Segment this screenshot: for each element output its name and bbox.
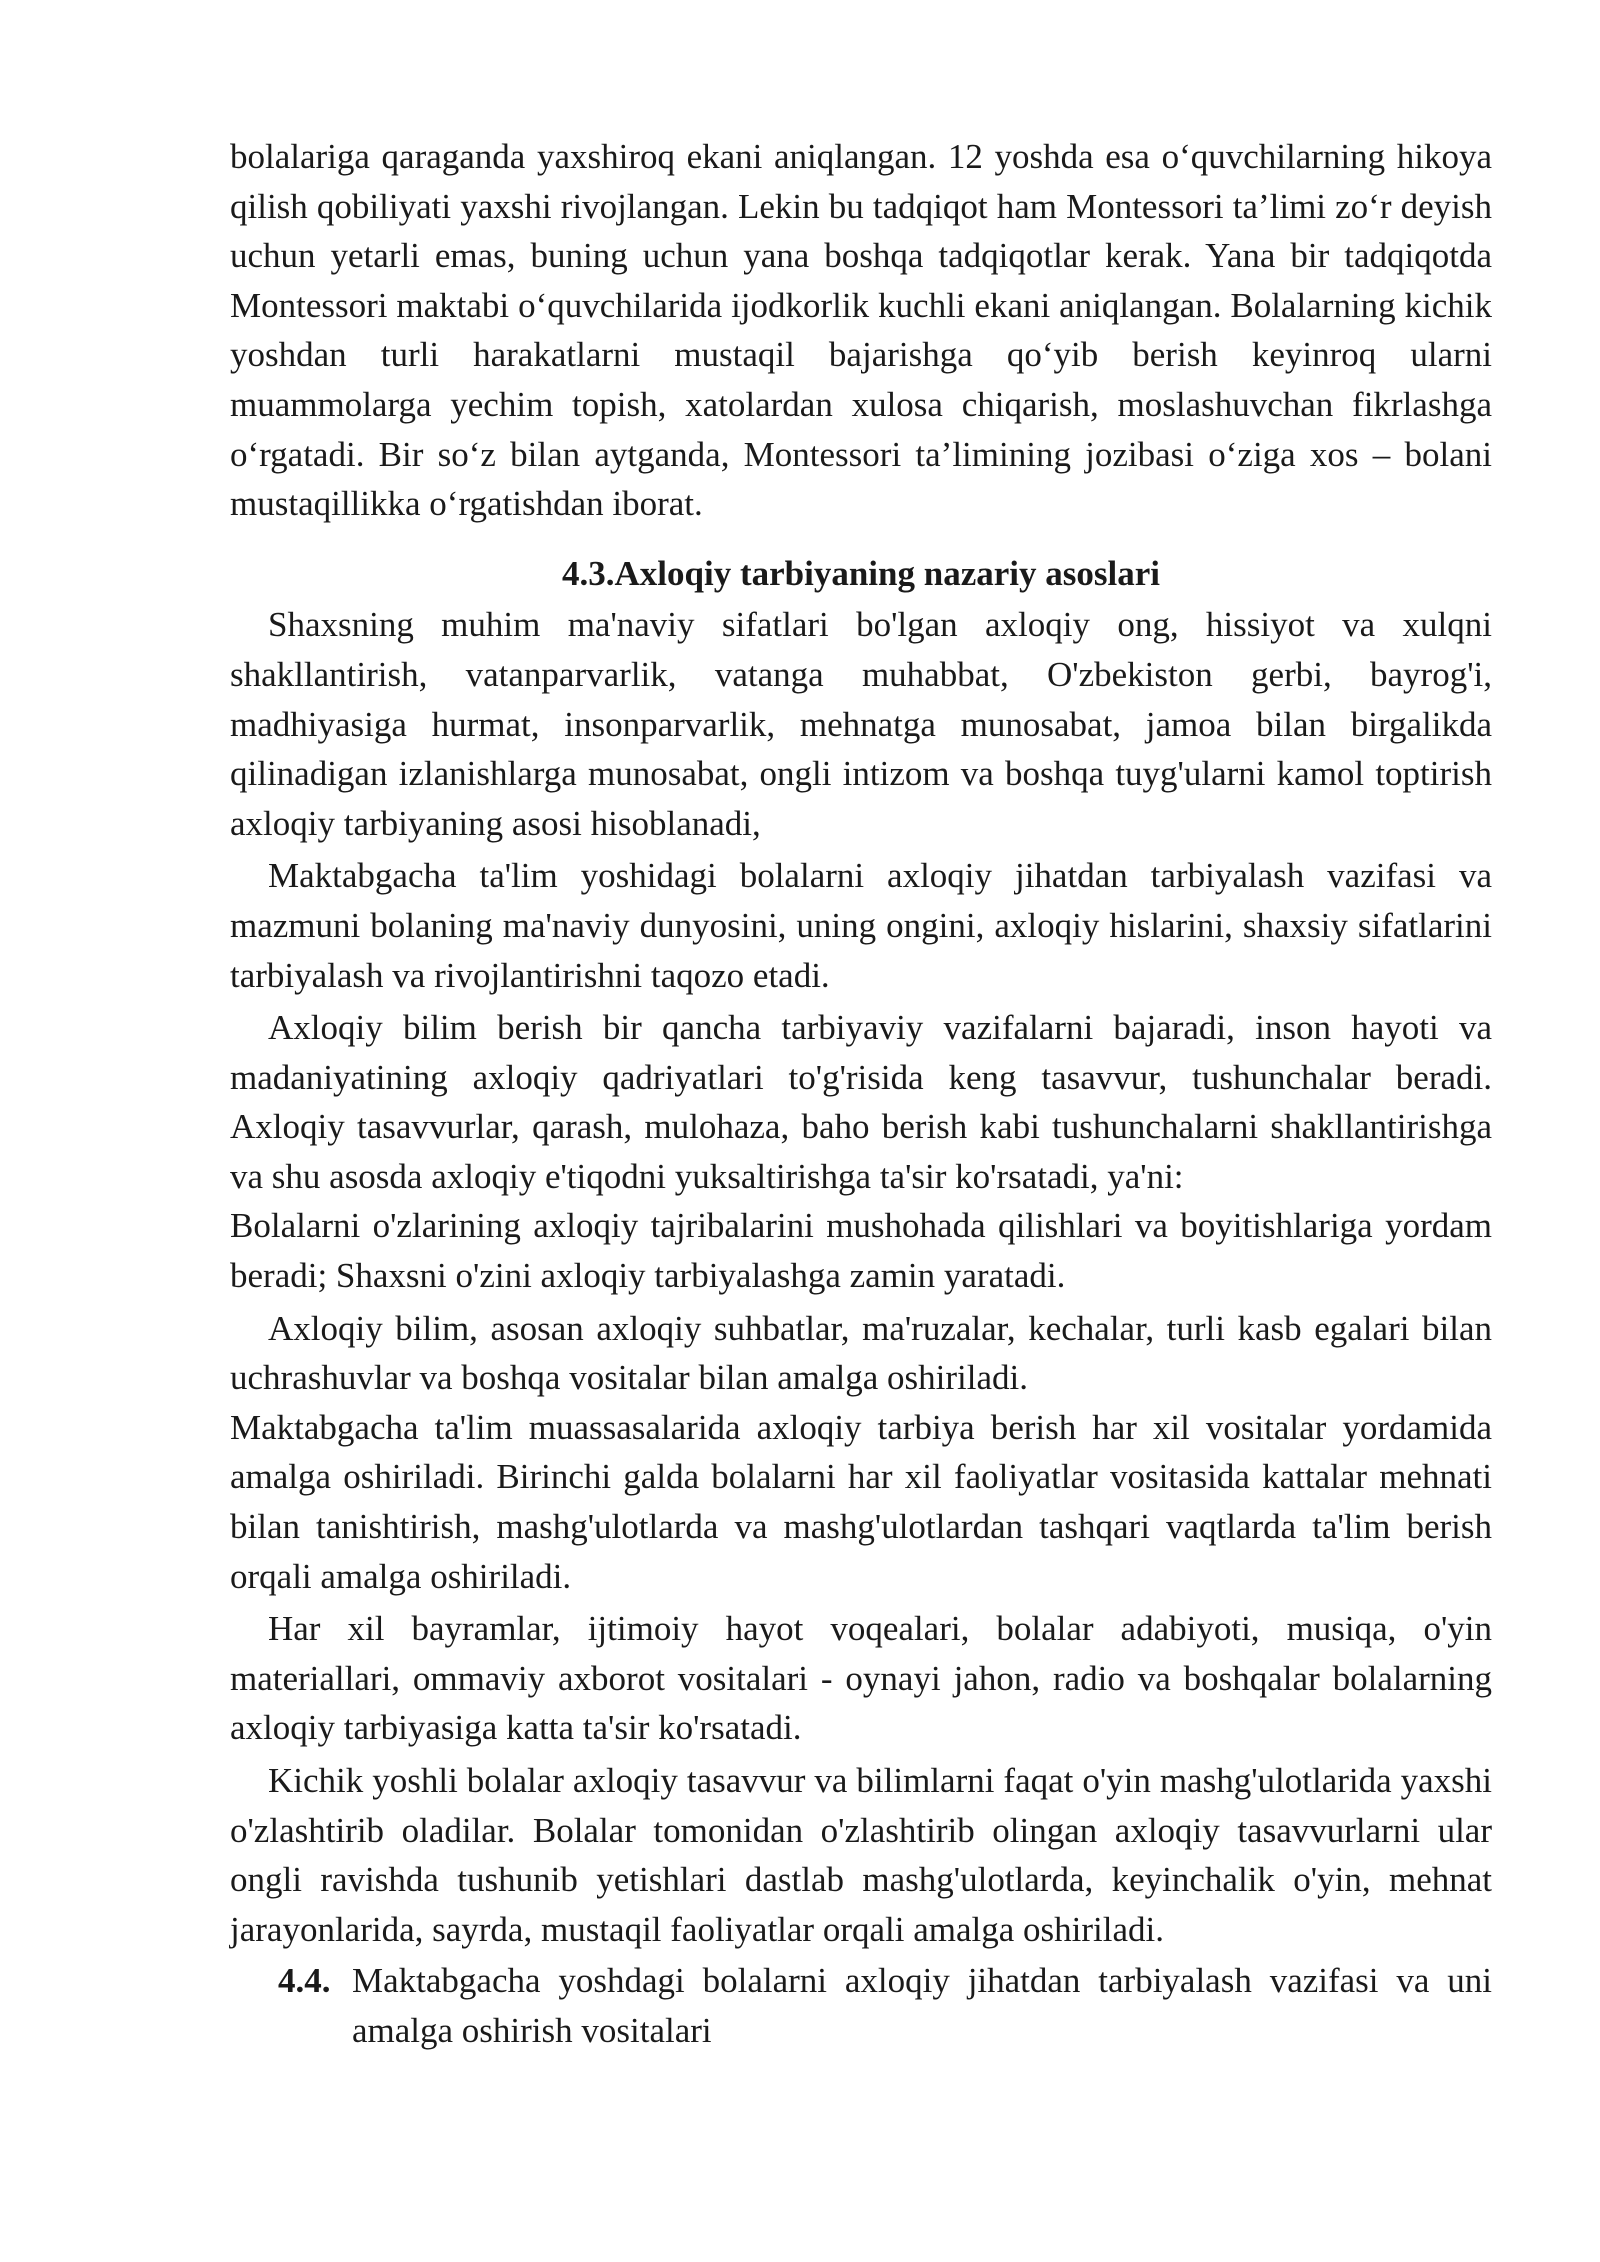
paragraph-5: Axloqiy bilim, asosan axloqiy suhbatlar, ma'ruzalar, kechalar, turli kasb egalari bilan uchrashuvlar va boshqa vositalar bilan amalga oshiriladi. <box>230 1308 1492 1398</box>
section-number: 4.4. <box>278 1961 331 2001</box>
section-title: Maktabgacha yoshdagi bolalarni axloqiy jihatdan tarbiyalash vazifasi va uni amalga oshirish vositalari <box>352 1961 1492 2050</box>
section-heading-4-3: 4.3.Axloqiy tarbiyaning nazariy asoslari <box>562 553 1160 593</box>
paragraph-6: Maktabgacha ta'lim muassasalarida axloqiy tarbiya berish har xil vositalar yordamida amalga oshiriladi. Birinchi galda bolalarni har xil faoliyatlar vositasida kattalar mehnati bilan tanishtirish, mashg'ulotlarda va mashg'ulotlardan tashqari vaqtlarda ta'lim berish orqali amalga oshiriladi. <box>230 1407 1492 1596</box>
paragraph-7: Har xil bayramlar, ijtimoiy hayot voqealari, bolalar adabiyoti, musiqa, o'yin materiallari, ommaviy axborot vositalari - oynayi jahon, radio va boshqalar bolalarning axloqiy tarbiyasiga katta ta'sir ko'rsatadi. <box>230 1609 1492 1748</box>
paragraph-1: Shaxsning muhim ma'naviy sifatlari bo'lgan axloqiy ong, hissiyot va xulqni shakllantirish, vatanparvarlik, vatanga muhabbat, O'zbekiston gerbi, bayrog'i, madhiyasiga hurmat, insonparvarlik, mehnatga munosabat, jamoa bilan birgalikda qilinadigan izlanishlarga munosabat, ongli intizom va boshqa tuyg'ularni kamol toptirish axloqiy tarbiyaning asosi hisoblanadi, <box>230 605 1492 843</box>
paragraph-8: Kichik yoshli bolalar axloqiy tasavvur va bilimlarni faqat o'yin mashg'ulotlarida yaxshi o'zlashtirib oladilar. Bolalar tomonidan o'zlashtirib olingan axloqiy tasavvurlarni ular ongli ravishda tushunib yetishlari dastlab mashg'ulotlarda, keyinchalik o'yin, mehnat jarayonlarida, sayrda, mustaqil faoliyatlar orqali amalga oshiriladi. <box>230 1761 1492 1949</box>
intro-paragraph: bolalariga qaraganda yaxshiroq ekani aniqlangan. 12 yoshda esa o‘quvchilarning hikoya qilish qobiliyati yaxshi rivojlangan. Lekin bu tadqiqot ham Montessori ta’limi zo‘r deyish uchun yetarli emas, buning uchun yana boshqa tadqiqotlar kerak. Yana bir tadqiqotda Montessori maktabi o‘quvchilarida ijodkorlik kuchli ekani aniqlangan. Bolalarning kichik yoshdan turli harakatlarni mustaqil bajarishga qo‘yib berish keyinroq ularni muammolarga yechim topish, xatolardan xulosa chiqarish, moslashuvchan fikrlashga o‘rgatadi. Bir so‘z bilan aytganda, Montessori ta’limining jozibasi o‘ziga xos – bolani mustaqillikka o‘rgatishdan iborat. <box>230 137 1492 524</box>
document-page <box>230 132 1492 2056</box>
paragraph-2: Maktabgacha ta'lim yoshidagi bolalarni axloqiy jihatdan tarbiyalash vazifasi va mazmuni bolaning ma'naviy dunyosini, uning ongini, axloqiy hislarini, shaxsiy sifatlarini tarbiyalash va rivojlantirishni taqozo etadi. <box>230 856 1492 995</box>
paragraph-4: Bolalarni o'zlarining axloqiy tajribalarini mushohada qilishlari va boyitishlariga yordam beradi; Shaxsni o'zini axloqiy tarbiyalashga zamin yaratadi. <box>230 1206 1492 1296</box>
section-heading-4-4 <box>278 1956 1492 2055</box>
paragraph-3: Axloqiy bilim berish bir qancha tarbiyaviy vazifalarni bajaradi, inson hayoti va madaniyatining axloqiy qadriyatlari to'g'risida keng tasavvur, tushunchalar beradi. Axloqiy tasavvurlar, qarash, mulohaza, baho berish kabi tushunchalarni shakllantirishga va shu asosda axloqiy e'tiqodni yuksaltirishga ta'sir ko'rsatadi, ya'ni: <box>230 1008 1492 1196</box>
